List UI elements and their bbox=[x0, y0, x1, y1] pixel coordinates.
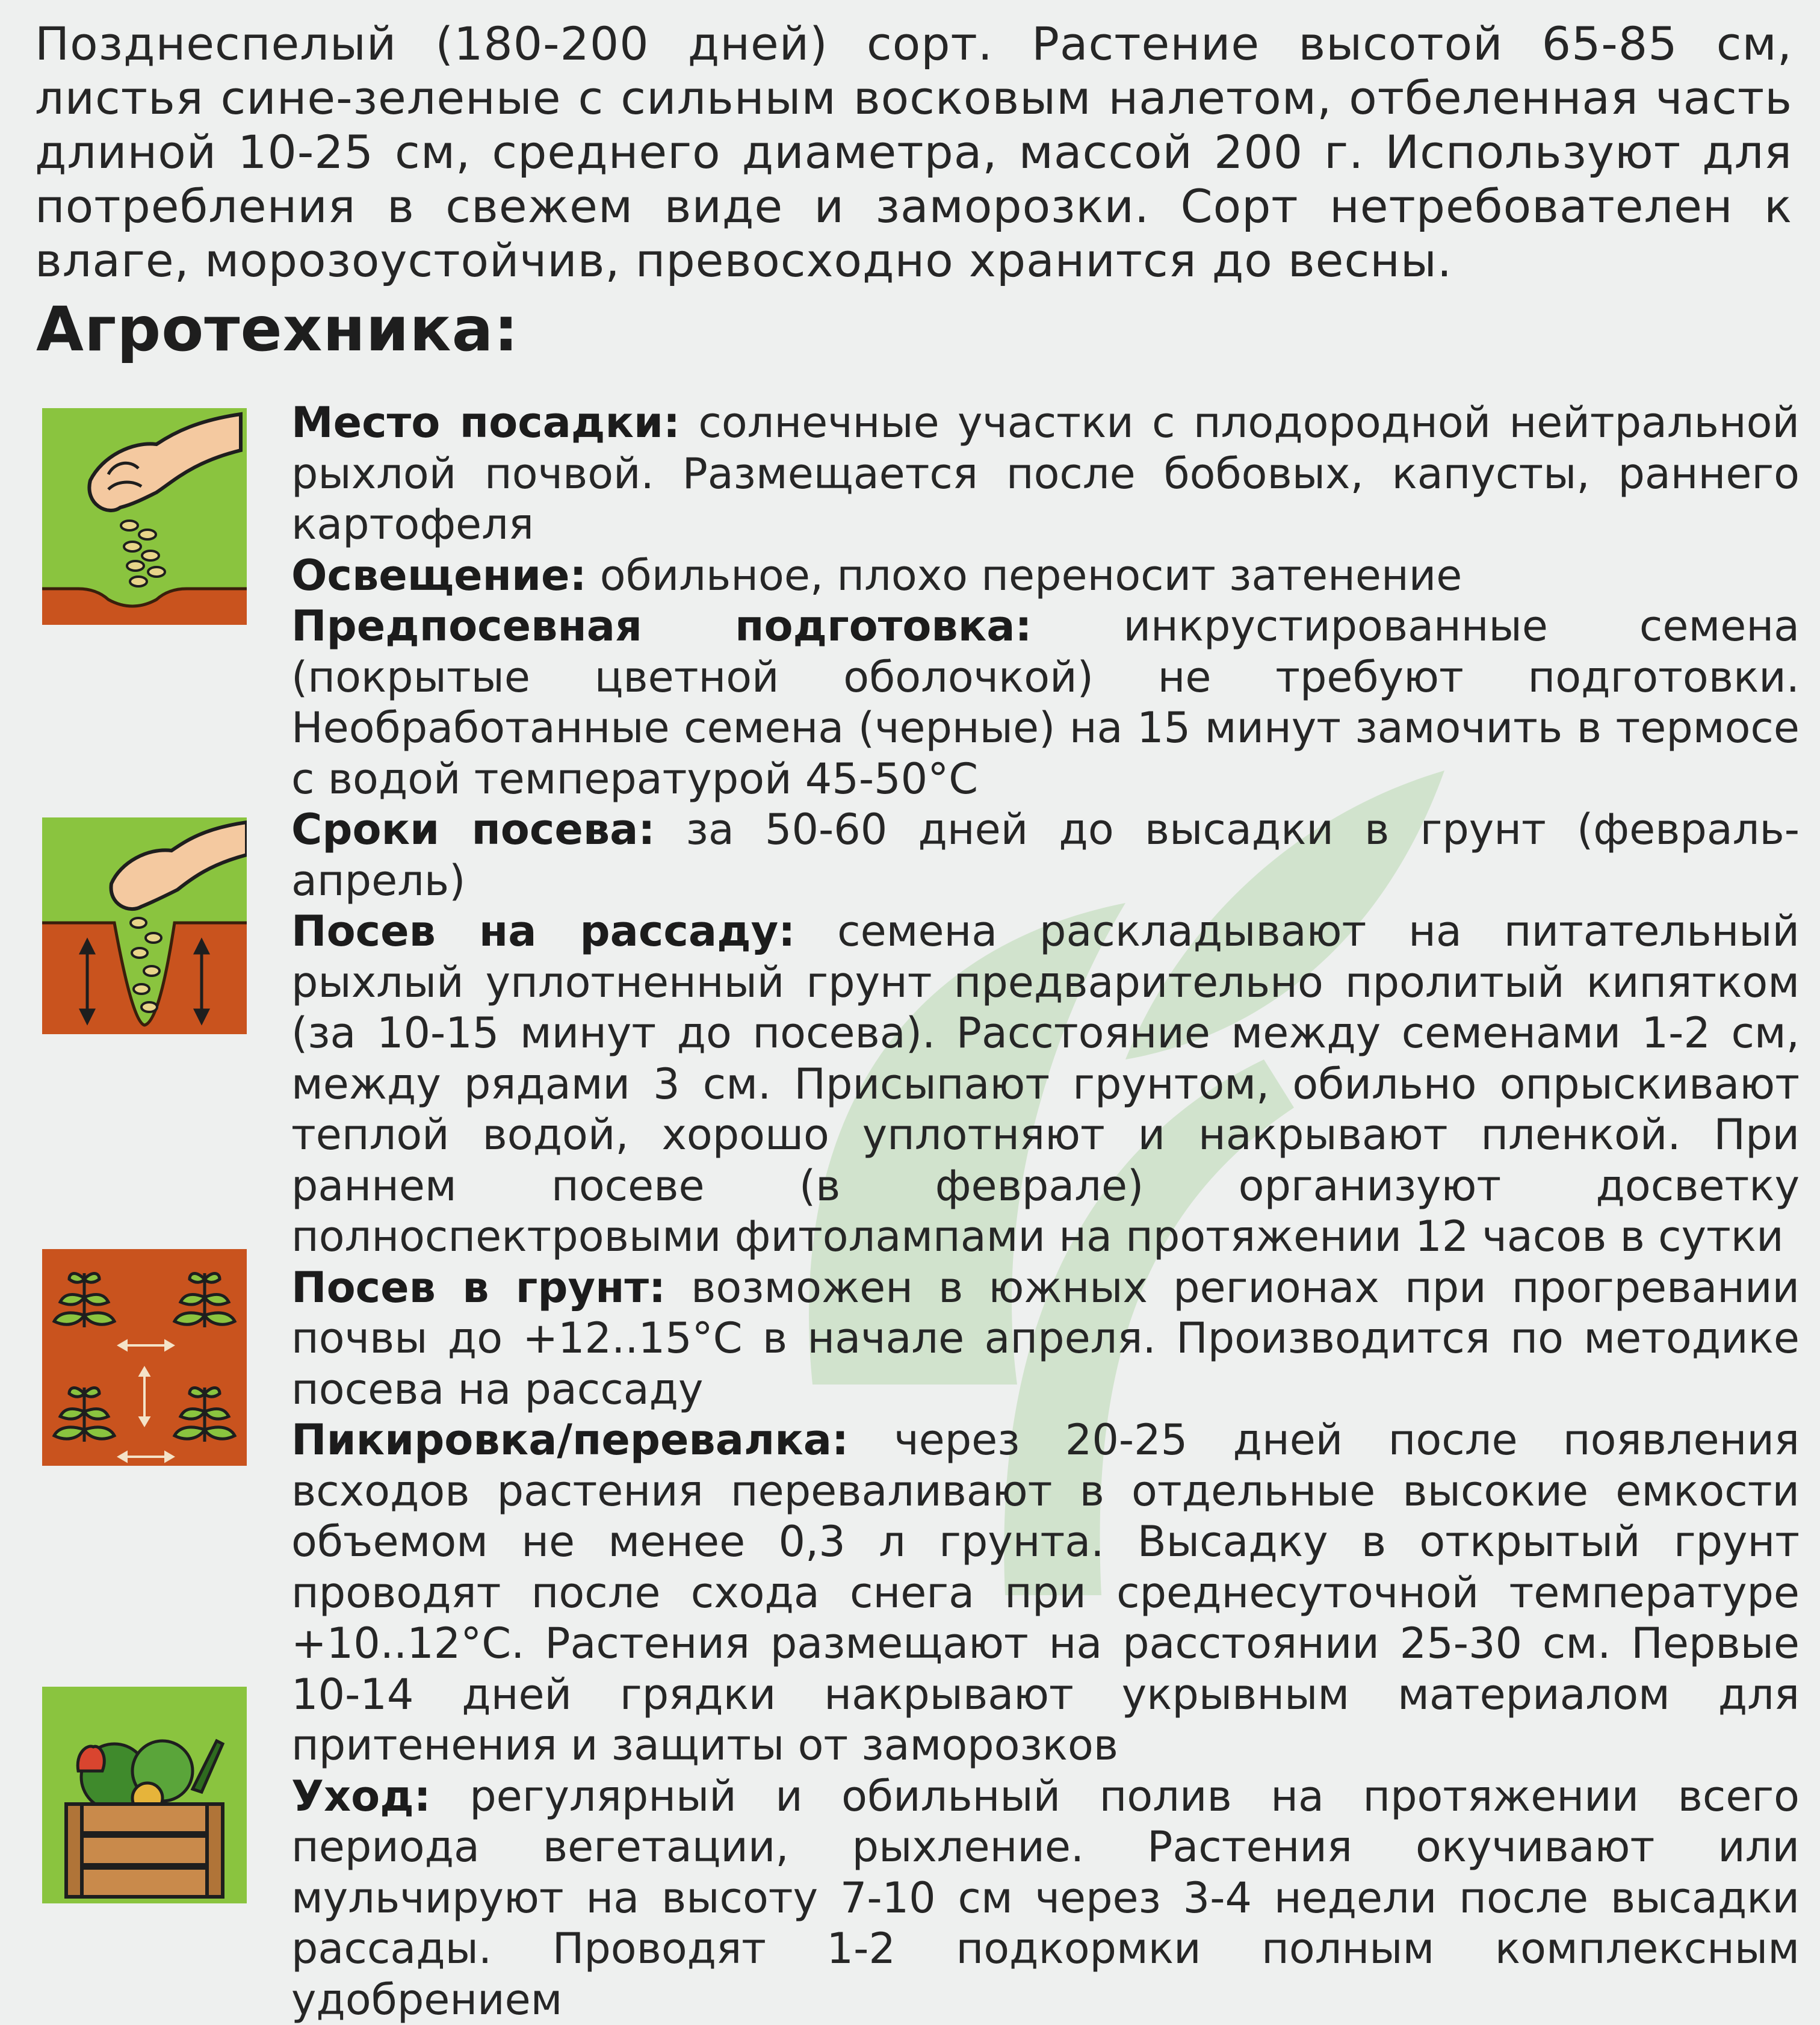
section-ground-sowing bbox=[291, 1262, 1800, 1415]
section-text: регулярный и обильный полив на протяжении всего периода вегетации, рыхление. Растения окучивают или мульчируют на высоту 7-10 см через 3-4 недели после высадки рассады. Проводят 1-2 подкормки полным комплексным удобрением bbox=[291, 1772, 1800, 2024]
section-presowing bbox=[291, 601, 1800, 804]
section-text: за 50-60 дней до высадки в грунт (февраль-апрель) bbox=[291, 805, 1800, 905]
section-transplanting bbox=[291, 1415, 1800, 1771]
variety-description: Позднеспелый (180-200 дней) сорт. Растение высотой 65-85 см, листья сине-зеленые с сильным восковым налетом, отбеленная часть длиной 10-25 см, среднего диаметра, массой 200 г. Используют для потребления в свежем виде и заморозки. Сорт нетребователен к влаге, морозоустойчив, превосходно хранится до весны. bbox=[35, 17, 1792, 288]
section-care bbox=[291, 1771, 1800, 2025]
section-planting-site bbox=[291, 397, 1800, 550]
section-label: Уход: bbox=[291, 1772, 431, 1821]
section-sowing-dates bbox=[291, 804, 1800, 906]
section-text: семена раскладывают на питательный рыхлый уплотненный грунт предварительно пролитый кипятком (за 10-15 минут до посева). Расстояние между семенами 1-2 см, между рядами 3 см. Присыпают грунтом, обильно опрыскивают теплой водой, хорошо уплотняют и накрывают пленкой. При раннем посеве (в феврале) организуют досветку полноспектровыми фитолампами на протяжении 12 часов в сутки bbox=[291, 907, 1800, 1261]
section-text: возможен в южных регионах при прогревании почвы до +12..15°С в начале апреля. Производится по методике посева на рассаду bbox=[291, 1263, 1800, 1414]
section-seedling-sowing bbox=[291, 906, 1800, 1262]
section-label: Место посадки: bbox=[291, 398, 680, 447]
hand-sowing-in-furrow-icon bbox=[42, 817, 247, 1034]
section-lighting bbox=[291, 550, 1800, 601]
section-text: солнечные участки с плодородной нейтральной рыхлой почвой. Размещается после бобовых, капусты, раннего картофеля bbox=[291, 398, 1800, 549]
section-label: Предпосевная подготовка: bbox=[291, 601, 1032, 651]
agro-sections bbox=[291, 397, 1800, 2025]
section-label: Сроки посева: bbox=[291, 805, 655, 854]
section-label: Посев в грунт: bbox=[291, 1263, 666, 1312]
section-label: Освещение: bbox=[291, 551, 587, 600]
section-text: через 20-25 дней после появления всходов растения переваливают в отдельные высокие емкости объемом не менее 0,3 л грунта. Высадку в открытый грунт проводят после схода снега при среднесуточной температуре +10..12°С. Растения размещают на расстоянии 25-30 см. Первые 10-14 дней грядки накрывают укрывным материалом для притенения и защиты от заморозков bbox=[291, 1415, 1800, 1770]
section-text: обильное, плохо переносит затенение bbox=[587, 551, 1462, 600]
section-heading: Агротехника: bbox=[36, 294, 519, 365]
section-label: Пикировка/перевалка: bbox=[291, 1415, 849, 1465]
section-label: Посев на рассаду: bbox=[291, 907, 795, 956]
hand-sowing-seeds-icon bbox=[42, 408, 247, 625]
vegetable-crate-icon bbox=[42, 1687, 247, 1903]
seedling-spacing-icon bbox=[42, 1249, 247, 1466]
section-text: инкрустированные семена (покрытые цветной оболочкой) не требуют подготовки. Необработанные семена (черные) на 15 минут замочить в термосе с водой температурой 45-50°С bbox=[291, 601, 1800, 804]
